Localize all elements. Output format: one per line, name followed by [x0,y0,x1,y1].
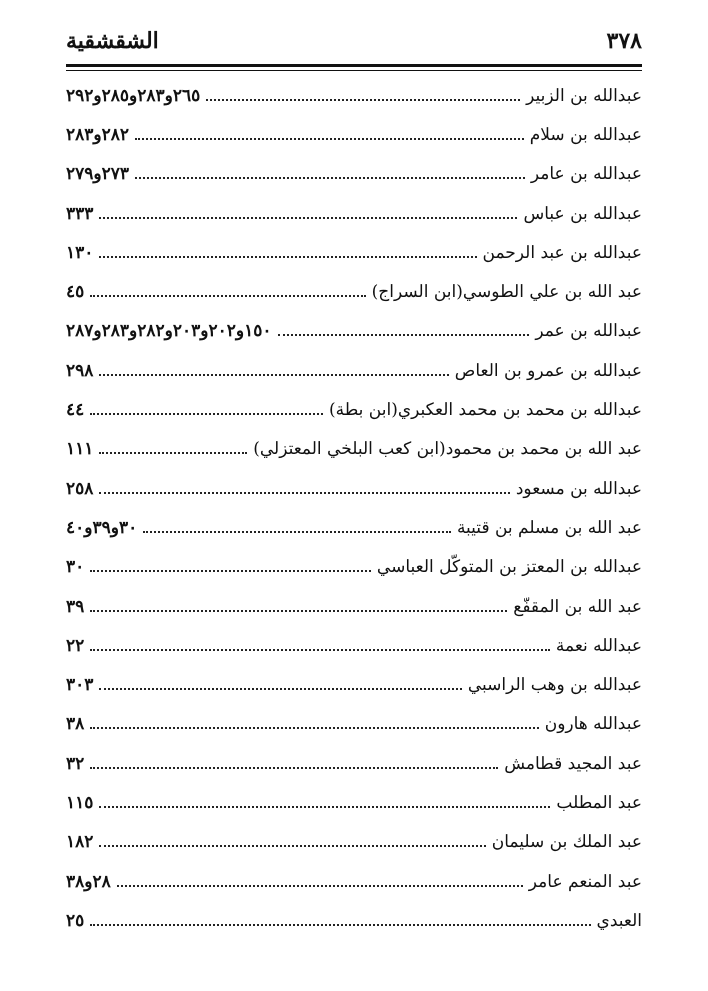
entry-pages: ٢٢ [66,635,85,656]
entry-name: عبد الله بن المقفّع [513,596,642,617]
entry-pages: ٢٥٨ [66,478,94,499]
entry-name: عبد المطلب [556,792,642,813]
dot-leader [99,845,485,847]
index-entry [66,508,642,547]
dot-leader [99,217,517,219]
entry-pages: ٢٨و٣٨ [66,871,111,892]
entry-name: عبد المنعم عامر [528,871,642,892]
entry-name: عبدالله بن عامر [530,164,642,185]
entry-pages: ٢٥ [66,910,85,931]
index-list [66,76,642,941]
entry-name: عبدالله بن عباس [523,203,642,224]
index-entry [66,587,642,626]
entry-name: عبدالله بن سلام [529,124,642,145]
index-entry [66,272,642,311]
entry-pages: ٢٩٨ [66,360,94,381]
entry-pages: ١٥٠و٢٠٢و٢٠٣و٢٨٢و٢٨٣و٢٨٧ [66,321,272,342]
index-entry [66,901,642,940]
dot-leader [99,256,476,258]
dot-leader [99,806,550,808]
dot-leader [99,492,509,494]
entry-name: عبدالله هارون [544,714,642,735]
index-entry [66,390,642,429]
entry-pages: ٣٠و٣٩و٤٠ [66,517,138,538]
entry-pages: ٣٣٣ [66,203,94,224]
dot-leader [135,177,525,179]
dot-leader [99,452,247,454]
dot-leader [135,138,524,140]
entry-pages: ٤٤ [66,400,85,421]
dot-leader [206,99,520,101]
entry-name: عبدالله بن عبد الرحمن [482,242,642,263]
index-entry [66,548,642,587]
running-title: الشقشقية [66,28,159,54]
dot-leader [90,924,590,926]
entry-name: عبدالله بن وهب الراسبي [467,675,642,696]
entry-pages: ٣٠ [66,557,85,578]
entry-pages: ٣٩ [66,596,85,617]
dot-leader [117,885,523,887]
page-header [66,22,642,62]
page-number: ٣٧٨ [606,28,642,54]
entry-name: عبد الملك بن سليمان [491,832,642,853]
index-entry [66,626,642,665]
index-entry [66,469,642,508]
dot-leader [99,688,461,690]
dot-leader [90,295,365,297]
index-entry [66,233,642,272]
entry-name: عبدالله بن محمد بن محمد العكبري(ابن بطة) [328,400,642,421]
entry-name: عبد المجيد قطامش [504,753,642,774]
index-entry [66,76,642,115]
entry-pages: ٢٧٣و٢٧٩ [66,164,130,185]
dot-leader [99,374,448,376]
dot-leader [90,767,498,769]
dot-leader [90,727,538,729]
dot-leader [90,570,371,572]
header-rule-thick [66,64,642,67]
dot-leader [143,531,451,533]
index-entry [66,823,642,862]
index-entry [66,665,642,704]
entry-name: عبد الله بن علي الطوسي(ابن السراج) [371,282,642,303]
index-entry [66,744,642,783]
index-entry [66,115,642,154]
index-entry [66,783,642,822]
entry-pages: ٣٠٣ [66,675,94,696]
index-entry [66,351,642,390]
entry-name: عبدالله بن عمر [535,321,642,342]
entry-pages: ١١٥ [66,792,94,813]
header-rule-thin [66,70,642,71]
entry-name: عبدالله بن عمرو بن العاص [454,360,642,381]
entry-name: عبدالله بن المعتز بن المتوكّل العباسي [376,557,642,578]
dot-leader [90,610,507,612]
entry-pages: ٢٦٥و٢٨٣و٢٨٥و٢٩٢ [66,85,201,106]
entry-pages: ١١١ [66,439,94,460]
entry-name: العبدي [596,910,642,931]
index-entry [66,194,642,233]
entry-pages: ١٨٢ [66,832,94,853]
entry-name: عبدالله نعمة [555,635,642,656]
entry-pages: ٢٨٢و٢٨٣ [66,124,130,145]
index-entry [66,705,642,744]
dot-leader [278,334,530,336]
entry-pages: ٣٢ [66,753,85,774]
entry-name: عبدالله بن الزبير [526,85,642,106]
index-entry [66,312,642,351]
entry-pages: ١٣٠ [66,242,94,263]
dot-leader [90,413,323,415]
dot-leader [90,649,550,651]
entry-pages: ٣٨ [66,714,85,735]
index-entry [66,155,642,194]
entry-name: عبد الله بن محمد بن محمود(ابن كعب البلخي المعتزلي) [253,439,642,460]
entry-pages: ٤٥ [66,282,85,303]
entry-name: عبدالله بن مسعود [515,478,642,499]
index-entry [66,862,642,901]
entry-name: عبد الله بن مسلم بن قتيبة [456,517,642,538]
index-entry [66,430,642,469]
